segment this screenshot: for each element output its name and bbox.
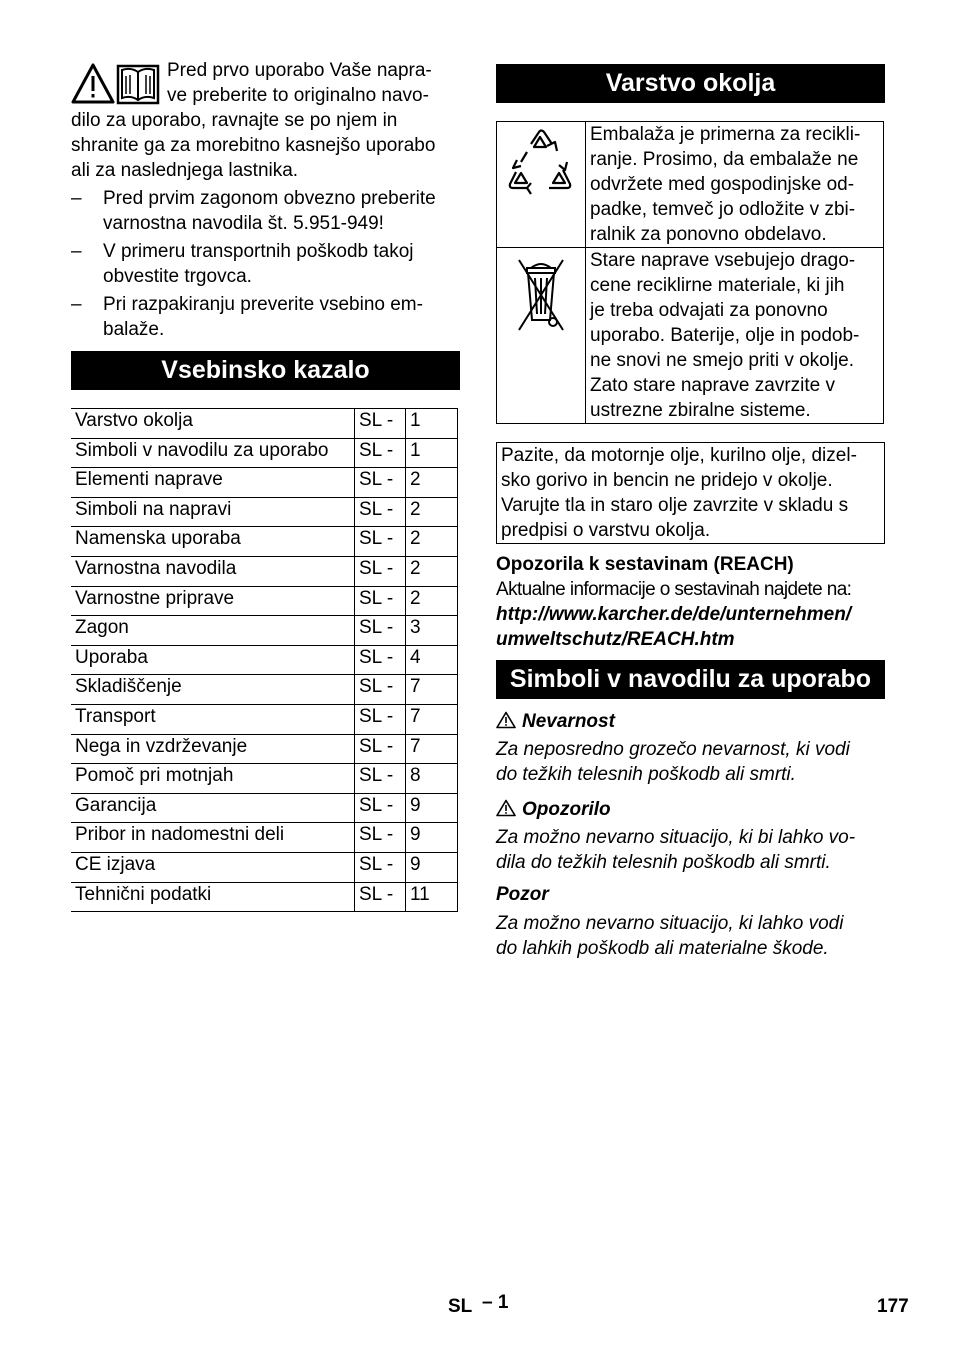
toc-page: 1 (406, 438, 458, 468)
toc-row[interactable] (71, 734, 458, 764)
toc-row[interactable] (71, 823, 458, 853)
toc-page: 4 (406, 645, 458, 675)
intro-list-item: – V primeru transportnih poškodb takoj obvestite trgovca. (71, 241, 414, 287)
environment-row (497, 248, 884, 424)
right-column (496, 64, 885, 961)
toc-prefix: SL - (355, 764, 406, 794)
symbol-description: Za neposredno grozečo nevarnost, ki vodi do težkih telesnih poškodb ali smrti. (496, 739, 850, 785)
symbol-description: Za možno nevarno situacijo, ki lahko vodi do lahkih poškodb ali materialne škode. (496, 913, 844, 959)
symbol-item (496, 797, 885, 875)
symbol-description: Za možno nevarno situacijo, ki bi lahko vo- dila do težkih telesnih poškodb ali smrti. (496, 827, 856, 873)
intro-list-item: – Pri razpakiranju preverite vsebino em- balaže. (71, 294, 423, 340)
toc-label: Simboli na napravi (71, 497, 355, 527)
crossed-bin-icon (501, 248, 581, 338)
toc-prefix: SL - (355, 823, 406, 853)
toc-row[interactable] (71, 438, 458, 468)
symbol-item (496, 882, 885, 961)
left-column (71, 58, 460, 912)
footer-lang: SL (448, 1296, 473, 1317)
toc-row[interactable] (71, 409, 458, 439)
toc-prefix: SL - (355, 704, 406, 734)
toc-page: 11 (406, 882, 458, 912)
intro-text: Pred prvo uporabo Vaše napra- ve preberite to originalno navo- dilo za uporabo, ravnajte se po njem in shranite ga za morebitno kasnejšo uporabo ali za naslednjega lastnika. (71, 60, 436, 181)
intro-block (71, 58, 460, 342)
toc-prefix: SL - (355, 438, 406, 468)
toc-row[interactable] (71, 882, 458, 912)
toc-row[interactable] (71, 675, 458, 705)
reach-url[interactable]: http://www.karcher.de/de/unternehmen/ umweltschutz/REACH.htm (496, 604, 852, 650)
toc-prefix: SL - (355, 497, 406, 527)
symbol-heading: Opozorilo (496, 797, 885, 822)
footer-page-number: 177 (877, 1296, 909, 1317)
toc-label: CE izjava (71, 852, 355, 882)
toc-row[interactable] (71, 556, 458, 586)
oil-note-box: Pazite, da motornje olje, kurilno olje, dizel- sko gorivo in bencin ne pridejo v okolje. Varujte tla in staro olje zavrzite v skladu s predpisi o varstvu okolja. (496, 442, 885, 544)
symbol-heading: Nevarnost (496, 709, 885, 734)
toc-row[interactable] (71, 764, 458, 794)
toc-label: Pomoč pri motnjah (71, 764, 355, 794)
toc-prefix: SL - (355, 468, 406, 498)
toc-prefix: SL - (355, 882, 406, 912)
toc-prefix: SL - (355, 527, 406, 557)
toc-page: 1 (406, 409, 458, 439)
symbol-heading: Pozor (496, 884, 549, 905)
environment-table (496, 121, 884, 424)
toc-label: Skladiščenje (71, 675, 355, 705)
toc-row[interactable] (71, 616, 458, 646)
toc-label: Namenska uporaba (71, 527, 355, 557)
toc-page: 7 (406, 675, 458, 705)
toc-label: Zagon (71, 616, 355, 646)
toc-prefix: SL - (355, 586, 406, 616)
disposal-text: Stare naprave vsebujejo drago- cene reciklirne materiale, ki jih je treba odvajati za ponovno uporabo. Baterije, olje in podob- ne snovi ne smejo priti v okolje. Zato stare naprave zavrzite v ustrezne zbiralne sisteme. (586, 248, 884, 424)
warning-triangle-icon (496, 799, 516, 817)
toc-label: Elementi naprave (71, 468, 355, 498)
toc-prefix: SL - (355, 793, 406, 823)
toc-page: 9 (406, 852, 458, 882)
toc-label: Nega in vzdrževanje (71, 734, 355, 764)
toc-page: 2 (406, 497, 458, 527)
toc-page: 9 (406, 793, 458, 823)
toc-prefix: SL - (355, 616, 406, 646)
bin-icon-cell (497, 248, 586, 424)
toc-label: Varnostna navodila (71, 556, 355, 586)
symbols-heading: Simboli v navodilu za uporabo (496, 660, 885, 699)
toc-row[interactable] (71, 852, 458, 882)
toc-label: Varstvo okolja (71, 409, 355, 439)
warning-triangle-icon (496, 711, 516, 729)
toc-row[interactable] (71, 468, 458, 498)
toc-row[interactable] (71, 793, 458, 823)
reach-text: Aktualne informacije o sestavinah najdete na: (496, 579, 852, 600)
toc-table (71, 408, 458, 912)
recycle-text: Embalaža je primerna za recikli- ranje. Prosimo, da embalaže ne odvržete med gospodinjske od- padke, temveč jo odložite v zbi- ralnik za ponovno obdelavo. (586, 122, 884, 248)
environment-heading: Varstvo okolja (496, 64, 885, 103)
toc-prefix: SL - (355, 556, 406, 586)
toc-prefix: SL - (355, 852, 406, 882)
toc-label: Simboli v navodilu za uporabo (71, 438, 355, 468)
toc-row[interactable] (71, 645, 458, 675)
toc-page: 9 (406, 823, 458, 853)
toc-label: Uporaba (71, 645, 355, 675)
toc-row[interactable] (71, 586, 458, 616)
toc-prefix: SL - (355, 734, 406, 764)
recycle-icon (501, 122, 581, 222)
toc-page: 8 (406, 764, 458, 794)
toc-page: 2 (406, 586, 458, 616)
footer-local-page: – 1 (482, 1292, 509, 1313)
intro-icons (71, 62, 163, 112)
manual-book-icon (118, 66, 158, 103)
toc-page: 3 (406, 616, 458, 646)
toc-page: 7 (406, 734, 458, 764)
toc-row[interactable] (71, 704, 458, 734)
symbol-item (496, 709, 885, 787)
recycle-icon-cell (497, 122, 586, 248)
toc-row[interactable] (71, 497, 458, 527)
intro-list-item: – Pred prvim zagonom obvezno preberite varnostna navodila št. 5.951-949! (71, 188, 436, 234)
toc-page: 7 (406, 704, 458, 734)
toc-heading: Vsebinsko kazalo (71, 351, 460, 390)
environment-row (497, 122, 884, 248)
toc-row[interactable] (71, 527, 458, 557)
toc-prefix: SL - (355, 675, 406, 705)
toc-page: 2 (406, 556, 458, 586)
warning-triangle-icon (73, 65, 113, 102)
toc-label: Transport (71, 704, 355, 734)
toc-label: Varnostne priprave (71, 586, 355, 616)
toc-page: 2 (406, 527, 458, 557)
reach-heading: Opozorila k sestavinam (REACH) (496, 554, 794, 575)
toc-prefix: SL - (355, 645, 406, 675)
toc-prefix: SL - (355, 409, 406, 439)
toc-label: Garancija (71, 793, 355, 823)
toc-label: Pribor in nadomestni deli (71, 823, 355, 853)
toc-page: 2 (406, 468, 458, 498)
toc-label: Tehnični podatki (71, 882, 355, 912)
